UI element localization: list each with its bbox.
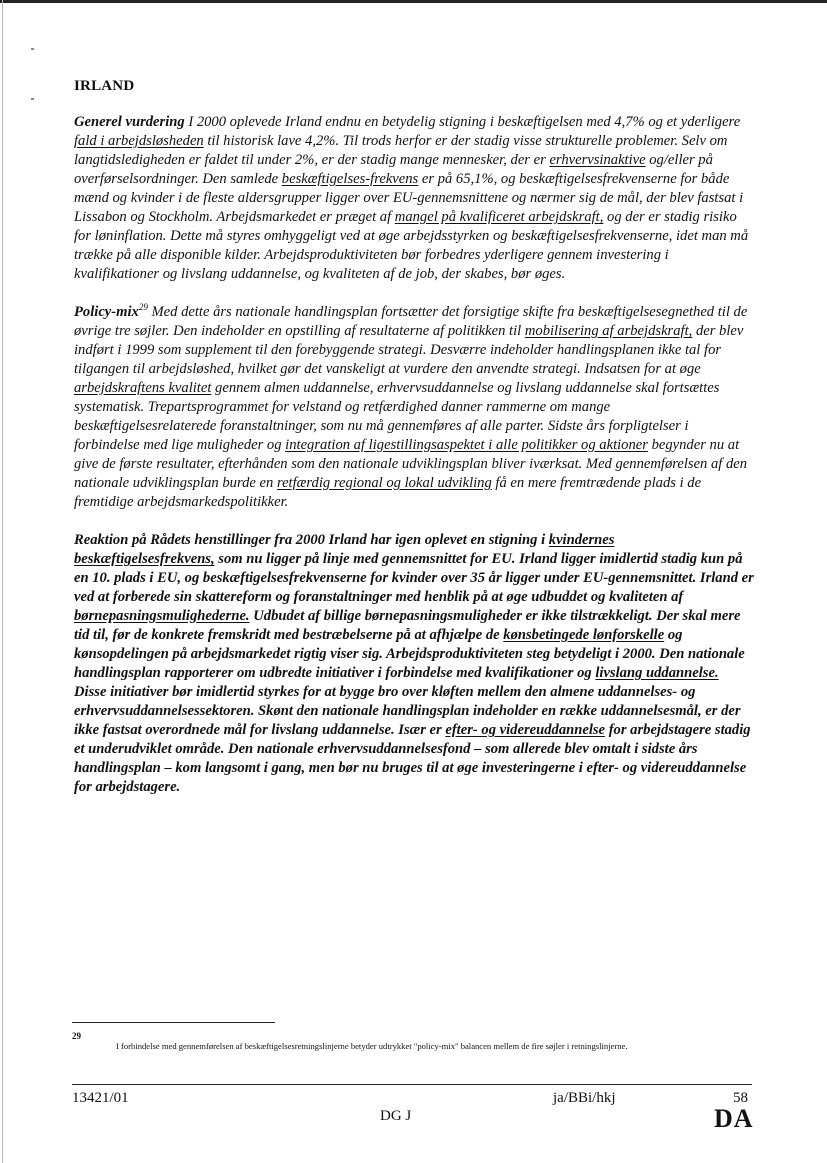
underlined-term: kønsbetingede lønforskelle: [503, 627, 665, 643]
underlined-term: mangel på kvalificeret arbejdskraft,: [394, 209, 604, 225]
text-run: for arbejdstagere stadig et underudviklet område. Den nationale erhvervsuddannelsesfond – som allerede blev omtalt i sidste års handlingsplan – kom langsomt i gang, men bør nu bruges til at øge investeringerne i efter- og videreuddannelse for arbejdstagere.: [74, 722, 751, 795]
text-run: Disse initiativer bør imidlertid styrkes for at bygge bro over kløften mellem den almene uddannelses- og erhvervsuddannelsessektoren. Skønt den nationale handlingsplan indeholder en række uddannelsesmål, er der ikke fastsat overordnede mål for livslang uddannelse. Især er: [74, 684, 741, 738]
text-run: Irland har igen oplevet en stigning i: [324, 532, 549, 548]
footer-rule: [72, 1084, 752, 1085]
text-run: som nu ligger på linje med gennemsnittet for EU. Irland ligger imidlertid stadig kun på en 10. plads i EU, og beskæftigelsesfrekvenserne for kvinder over 35 år ligger under EU-gennemsnittet. Irland er ved at forberede sin skattereform og foranstaltninger med henblik på at øge udbuddet og kvaliteten af: [74, 551, 754, 605]
underlined-term: arbejdskraftens kvalitet: [74, 380, 212, 396]
paragraph: [74, 303, 754, 512]
page-left-border: [2, 0, 3, 1163]
underlined-term: børnepasningsmulighederne.: [74, 608, 250, 624]
author-initials: ja/BBi/hkj: [553, 1090, 616, 1106]
paragraph: [74, 531, 754, 797]
directorate-code: DG J: [380, 1108, 412, 1124]
text-run: der blev indført i 1999 som supplement til den forebyggende strategi. Desværre indeholder handlingsplanen ikke tal for tilgangen til arbejdsløshed, hvilket gør det vanskeligt at vurdere den anvendte strategi. Indsatsen for at øge: [74, 323, 744, 377]
text-run: og der er stadig risiko for løninflation. Dette må styres omhyggeligt ved at øge arbejdsstyrken og beskæftigelsesfrekvenserne, idet man må trække på alle disponible kilder. Arbejdsproduktiviteten bør forbedres yderligere gennem investering i kvalifikationer og livslang uddannelse, og kvaliteten af de job, der skabes, bør øges.: [74, 209, 749, 282]
underlined-term: integration af ligestillingsaspektet i alle politikker og aktioner: [285, 437, 648, 453]
scan-speck: [31, 98, 34, 100]
footnote-reference: 29: [138, 302, 148, 313]
underlined-term: kvindernes beskæftigelsesfrekvens,: [74, 532, 615, 567]
page-number: 58: [733, 1090, 748, 1106]
footnote-rule: [72, 1022, 275, 1023]
text-run: og kønsopdelingen på arbejdsmarkedet rigtig viser sig. Arbejdsproduktiviteten steg betydeligt i 2000. Den nationale handlingsplan rapporterer om udbredte initiativer i forbindelse med kvalifikationer og: [74, 627, 745, 681]
underlined-term: mobilisering af arbejdskraft,: [524, 323, 693, 339]
paragraph-lead: Policy-mix: [74, 304, 139, 320]
text-run: få en mere fremtrædende plads i de fremtidige arbejdsmarkedspolitikker.: [74, 475, 702, 510]
text-run: I 2000 oplevede Irland endnu en betydelig stigning i beskæftigelsen med 4,7% og et yderligere: [184, 114, 741, 130]
text-run: til historisk lave 4,2%. Til trods herfor er der stadig visse strukturelle problemer. Selv om langtidsledigheden er faldet til under 2%, er der stadig mange mennesker, der er: [74, 133, 728, 168]
footnote-number: 29: [72, 1031, 81, 1041]
underlined-term: retfærdig regional og lokal udvikling: [276, 475, 492, 491]
section-title: IRLAND: [74, 78, 135, 94]
page-top-border: [0, 0, 827, 3]
underlined-term: livslang uddannelse.: [595, 665, 719, 681]
footnote-text: I forbindelse med gennemførelsen af beskæftigelsesretningslinjerne betyder udtrykket "policy-mix" balancen mellem de fire søjler i retningslinjerne.: [116, 1041, 628, 1051]
page-body: [74, 78, 754, 816]
language-code: DA: [714, 1104, 754, 1133]
text-run: begynder nu at give de første resultater, efterhånden som den nationale udviklingsplan bliver iværksat. Med gennemførelsen af den nationale udviklingsplan burde en: [74, 437, 748, 491]
text-run: Med dette års nationale handlingsplan fortsætter det forsigtige skifte fra beskæftigelsesegnethed til de øvrige tre søjler. Den indeholder en opstilling af resultaterne af politikken til: [74, 304, 748, 339]
paragraph-lead: Generel vurdering: [74, 114, 185, 130]
underlined-term: fald i arbejdsløsheden: [74, 133, 204, 149]
text-run: er på 65,1%, og beskæftigelsesfrekvenserne for både mænd og kvinder i de fleste aldersgrupper ligger over EU-gennemsnittene og nærmer sig de mål, der blev fastsat i Lissabon og Stockholm. Arbejdsmarkedet er præget af: [74, 171, 744, 225]
paragraph-lead: Reaktion på Rådets henstillinger fra 2000: [74, 532, 325, 548]
text-run: gennem almen uddannelse, erhvervsuddannelse og livslang uddannelse skal fortsættes systematisk. Trepartsprogrammet for velstand og retfærdighed danner rammerne om mange beskæftigelsesrelaterede foranstaltninger, som nu må gennemføres af alle parter. Sidste års forpligtelser i forbindelse med lige muligheder og: [74, 380, 720, 453]
underlined-term: beskæftigelses-frekvens: [281, 171, 419, 187]
underlined-term: efter- og videreuddannelse: [445, 722, 606, 738]
document-number: 13421/01: [72, 1090, 129, 1106]
paragraph: [74, 113, 754, 284]
text-run: og/eller på overførselsordninger. Den samlede: [74, 152, 713, 187]
underlined-term: erhvervsinaktive: [549, 152, 646, 168]
paragraph-list: [74, 113, 754, 797]
text-run: Udbudet af billige børnepasningsmuligheder er ikke tilstrækkeligt. Der skal mere tid til, før de konkrete fremskridt med bestræbelserne på at afhjælpe de: [74, 608, 741, 643]
scan-speck: [31, 48, 34, 50]
